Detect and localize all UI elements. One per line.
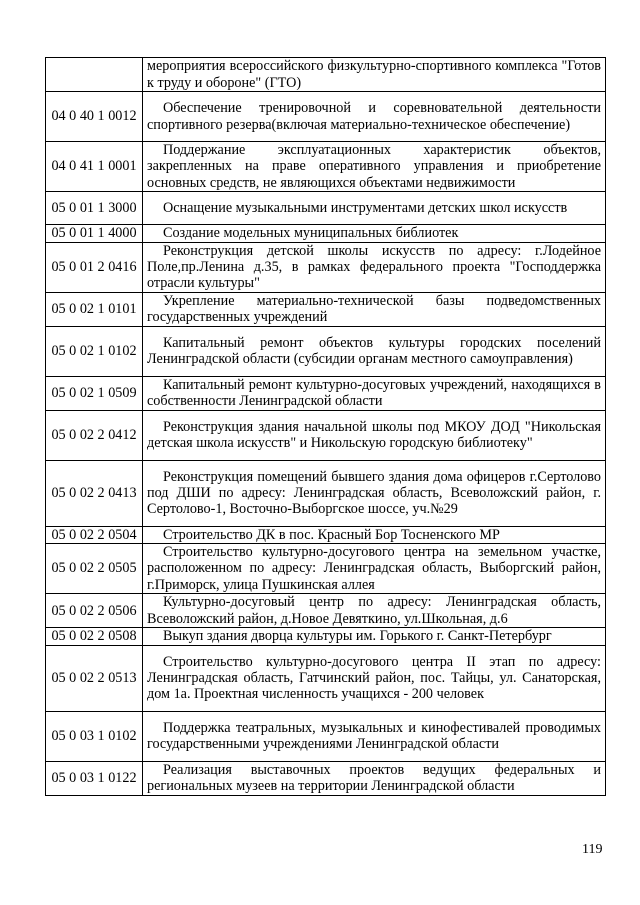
description-cell: Реконструкция детской школы искусств по адресу: г.Лодейное Поле,пр.Ленина д.35, в рамках федерального проекта "Господдержка отрасли культуры" xyxy=(143,242,606,292)
description-cell: Строительство культурно-досугового центра на земельном участке, расположенном по адресу: Ленинградская область, Выборгский район, г.Приморск, улица Пушкинская аллея xyxy=(143,544,606,594)
budget-code-cell: 05 0 01 1 3000 xyxy=(46,192,143,225)
budget-code-cell: 05 0 01 1 4000 xyxy=(46,225,143,242)
description-cell: Реконструкция помещений бывшего здания дома офицеров г.Сертолово под ДШИ по адресу: Ленинградская область, Всеволожский район, г. Сертолово-1, Восточно-Выборгское шоссе, уч.№29 xyxy=(143,460,606,526)
budget-code-cell: 05 0 03 1 0102 xyxy=(46,711,143,761)
table-row xyxy=(46,460,606,526)
table-row xyxy=(46,645,606,711)
description-cell: Укрепление материально-технической базы подведомственных государственных учреждений xyxy=(143,292,606,326)
description-cell: Культурно-досуговый центр по адресу: Ленинградская область, Всеволожский район, д.Новое Девяткино, ул.Школьная, д.6 xyxy=(143,594,606,628)
budget-code-cell: 05 0 02 2 0413 xyxy=(46,460,143,526)
table-row xyxy=(46,92,606,142)
table-row xyxy=(46,292,606,326)
description-cell: Оснащение музыкальными инструментами детских школ искусств xyxy=(143,192,606,225)
table-row xyxy=(46,192,606,225)
page-number: 119 xyxy=(582,842,603,857)
budget-code-cell: 04 0 41 1 0001 xyxy=(46,142,143,192)
description-cell: Поддержка театральных, музыкальных и кинофестивалей проводимых государственными учреждениями Ленинградской области xyxy=(143,711,606,761)
budget-code-cell: 05 0 02 2 0505 xyxy=(46,544,143,594)
table-row xyxy=(46,242,606,292)
description-cell: Реконструкция здания начальной школы под МКОУ ДОД "Никольская детская школа искусств" и Никольскую городскую библиотеку" xyxy=(143,410,606,460)
description-cell: Реализация выставочных проектов ведущих федеральных и региональных музеев на территории Ленинградской области xyxy=(143,761,606,795)
description-cell: Поддержание эксплуатационных характеристик объектов, закрепленных на праве оперативного управления и приобретение основных средств, не являющихся объектами недвижимости xyxy=(143,142,606,192)
table-row xyxy=(46,544,606,594)
budget-code-cell: 05 0 02 2 0504 xyxy=(46,526,143,543)
table-row xyxy=(46,711,606,761)
budget-code-cell xyxy=(46,58,143,92)
description-cell: мероприятия всероссийского физкультурно-спортивного комплекса "Готов к труду и обороне" (ГТО) xyxy=(143,58,606,92)
budget-code-cell: 05 0 02 1 0102 xyxy=(46,326,143,376)
table-row xyxy=(46,594,606,628)
budget-code-cell: 05 0 01 2 0416 xyxy=(46,242,143,292)
table-row xyxy=(46,142,606,192)
table-row xyxy=(46,225,606,242)
budget-code-cell: 05 0 03 1 0122 xyxy=(46,761,143,795)
budget-code-cell: 05 0 02 2 0513 xyxy=(46,645,143,711)
budget-code-cell: 05 0 02 1 0509 xyxy=(46,376,143,410)
budget-code-cell: 05 0 02 2 0506 xyxy=(46,594,143,628)
table-row xyxy=(46,526,606,543)
budget-code-cell: 05 0 02 1 0101 xyxy=(46,292,143,326)
table-row xyxy=(46,58,606,92)
description-cell: Строительство ДК в пос. Красный Бор Тосненского МР xyxy=(143,526,606,543)
budget-code-cell: 04 0 40 1 0012 xyxy=(46,92,143,142)
description-cell: Создание модельных муниципальных библиотек xyxy=(143,225,606,242)
budget-code-cell: 05 0 02 2 0412 xyxy=(46,410,143,460)
table-row xyxy=(46,326,606,376)
budget-code-table xyxy=(45,57,606,796)
table-row xyxy=(46,628,606,645)
description-cell: Строительство культурно-досугового центра II этап по адресу: Ленинградская область, Гатчинский район, пос. Тайцы, ул. Санаторская, дом 1а. Проектная численность учащихся - 200 человек xyxy=(143,645,606,711)
description-cell: Выкуп здания дворца культуры им. Горького г. Санкт-Петербург xyxy=(143,628,606,645)
description-cell: Обеспечение тренировочной и соревновательной деятельности спортивного резерва(включая материально-техническое обеспечение) xyxy=(143,92,606,142)
table-row xyxy=(46,376,606,410)
description-cell: Капитальный ремонт объектов культуры городских поселений Ленинградской области (субсидии органам местного самоуправления) xyxy=(143,326,606,376)
table-row xyxy=(46,410,606,460)
table-row xyxy=(46,761,606,795)
budget-code-cell: 05 0 02 2 0508 xyxy=(46,628,143,645)
description-cell: Капитальный ремонт культурно-досуговых учреждений, находящихся в собственности Ленинградской области xyxy=(143,376,606,410)
